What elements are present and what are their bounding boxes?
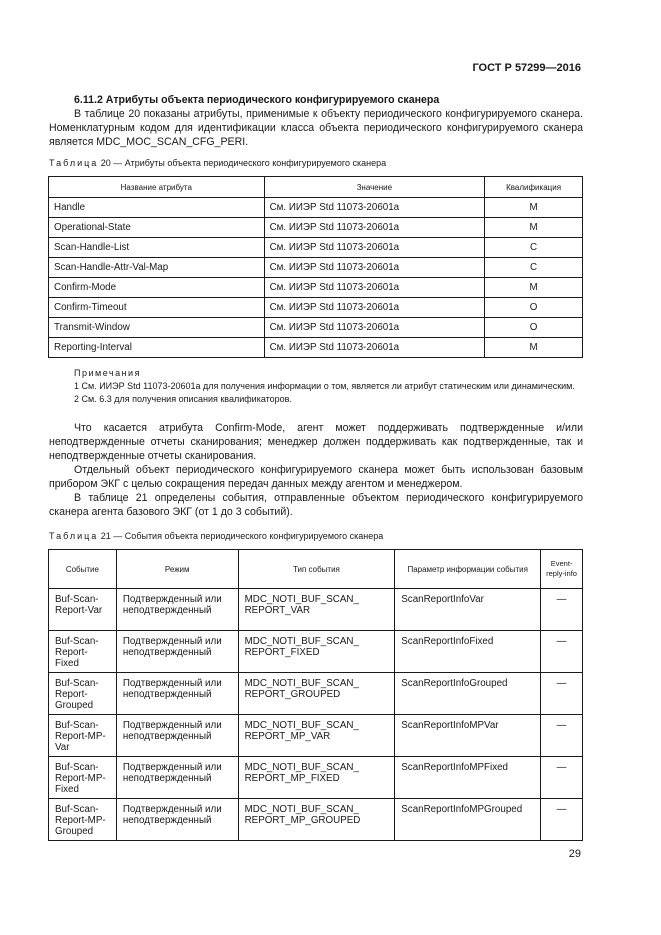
event-reply-info: — — [541, 673, 583, 715]
attribute-qualification: M — [485, 278, 583, 298]
event-type: MDC_NOTI_BUF_SCAN_ REPORT_GROUPED — [238, 673, 395, 715]
attribute-qualification: M — [485, 198, 583, 218]
attribute-qualification: C — [485, 238, 583, 258]
column-header: Квалификация — [485, 177, 583, 198]
event-name: Buf-Scan-Report-MP-Fixed — [49, 757, 117, 799]
section-intro: В таблице 20 показаны атрибуты, применимые к объекту периодического конфигурируемого сканера. Номенклатурным кодом для идентификации класса объекта периодического конфигурируемого сканера является MDC_MOC_SCAN_CFG_PERI. — [49, 108, 583, 148]
event-name: Buf-Scan-Report-Var — [49, 589, 117, 631]
event-type: MDC_NOTI_BUF_SCAN_ REPORT_MP_GROUPED — [238, 799, 395, 841]
event-name: Buf-Scan-Report-MP-Var — [49, 715, 117, 757]
attribute-name: Confirm-Timeout — [49, 298, 265, 318]
event-mode: Подтвержденный или неподтвержденный — [116, 589, 238, 631]
event-info-param: ScanReportInfoFixed — [395, 631, 541, 673]
event-type: MDC_NOTI_BUF_SCAN_ REPORT_FIXED — [238, 631, 395, 673]
attribute-qualification: O — [485, 318, 583, 338]
event-mode: Подтвержденный или неподтвержденный — [116, 715, 238, 757]
attribute-name: Handle — [49, 198, 265, 218]
attribute-name: Scan-Handle-Attr-Val-Map — [49, 258, 265, 278]
event-info-param: ScanReportInfoVar — [395, 589, 541, 631]
table-row — [49, 673, 583, 715]
attribute-qualification: M — [485, 338, 583, 358]
column-header: Событие — [49, 550, 117, 589]
event-mode: Подтвержденный или неподтвержденный — [116, 757, 238, 799]
table-row — [49, 298, 583, 318]
event-mode: Подтвержденный или неподтвержденный — [116, 673, 238, 715]
event-info-param: ScanReportInfoMPGrouped — [395, 799, 541, 841]
attribute-qualification: O — [485, 298, 583, 318]
event-info-param: ScanReportInfoMPFixed — [395, 757, 541, 799]
notes-title: Примечания — [74, 368, 141, 378]
event-name: Buf-Scan-Report-Grouped — [49, 673, 117, 715]
notes-block — [49, 367, 583, 406]
page-number: 29 — [568, 848, 581, 860]
event-reply-info: — — [541, 715, 583, 757]
table-row — [49, 318, 583, 338]
table21-caption — [49, 531, 383, 541]
table-row — [49, 218, 583, 238]
table-row — [49, 258, 583, 278]
table21-caption-text: 21 — События объекта периодического конфигурируемого сканера — [98, 531, 384, 541]
events-table — [48, 549, 583, 841]
attribute-value: См. ИИЭР Std 11073-20601a — [264, 258, 485, 278]
section-block — [49, 93, 583, 149]
column-header: Event-reply-info — [541, 550, 583, 589]
event-reply-info: — — [541, 799, 583, 841]
attributes-table — [48, 176, 583, 358]
table-row — [49, 278, 583, 298]
table-header-row — [49, 177, 583, 198]
table-row — [49, 198, 583, 218]
attribute-value: См. ИИЭР Std 11073-20601a — [264, 238, 485, 258]
column-header: Режим — [116, 550, 238, 589]
document-header: ГОСТ Р 57299—2016 — [472, 62, 581, 74]
event-mode: Подтвержденный или неподтвержденный — [116, 799, 238, 841]
attribute-value: См. ИИЭР Std 11073-20601a — [264, 338, 485, 358]
paragraph: Отдельный объект периодического конфигурируемого сканера может быть использован базовым прибором ЭКГ с целью сокращения передач данных между агентом и менеджером. — [49, 464, 583, 490]
table-row — [49, 631, 583, 673]
table-row — [49, 757, 583, 799]
attribute-qualification: M — [485, 218, 583, 238]
paragraph: В таблице 21 определены события, отправленные объектом периодического конфигурируемого сканера агента базового ЭКГ (от 1 до 3 событий). — [49, 492, 583, 518]
table20-caption — [49, 158, 386, 168]
event-type: MDC_NOTI_BUF_SCAN_ REPORT_MP_VAR — [238, 715, 395, 757]
note-item: 2 См. 6.3 для получения описания квалификаторов. — [74, 394, 292, 404]
event-name: Buf-Scan-Report-Fixed — [49, 631, 117, 673]
attribute-value: См. ИИЭР Std 11073-20601a — [264, 198, 485, 218]
note-item: 1 См. ИИЭР Std 11073-20601a для получения информации о том, является ли атрибут статическим или динамическим. — [74, 381, 575, 391]
column-header: Параметр информации события — [395, 550, 541, 589]
attribute-name: Reporting-Interval — [49, 338, 265, 358]
event-name: Buf-Scan-Report-MP-Grouped — [49, 799, 117, 841]
table-row — [49, 799, 583, 841]
column-header: Значение — [264, 177, 485, 198]
table-row — [49, 589, 583, 631]
table21-caption-prefix: Таблица — [49, 531, 99, 541]
attribute-value: См. ИИЭР Std 11073-20601a — [264, 218, 485, 238]
section-title: 6.11.2 Атрибуты объекта периодического конфигурируемого сканера — [74, 94, 440, 106]
attribute-name: Scan-Handle-List — [49, 238, 265, 258]
event-info-param: ScanReportInfoGrouped — [395, 673, 541, 715]
attribute-name: Confirm-Mode — [49, 278, 265, 298]
attribute-value: См. ИИЭР Std 11073-20601a — [264, 318, 485, 338]
table-row — [49, 238, 583, 258]
table20-caption-prefix: Таблица — [49, 158, 99, 168]
column-header: Тип события — [238, 550, 395, 589]
table-header-row — [49, 550, 583, 589]
attribute-name: Transmit-Window — [49, 318, 265, 338]
attribute-value: См. ИИЭР Std 11073-20601a — [264, 298, 485, 318]
column-header: Название атрибута — [49, 177, 265, 198]
body-text — [49, 421, 583, 519]
attribute-name: Operational-State — [49, 218, 265, 238]
event-type: MDC_NOTI_BUF_SCAN_ REPORT_MP_FIXED — [238, 757, 395, 799]
event-type: MDC_NOTI_BUF_SCAN_ REPORT_VAR — [238, 589, 395, 631]
event-reply-info: — — [541, 757, 583, 799]
table-row — [49, 338, 583, 358]
event-info-param: ScanReportInfoMPVar — [395, 715, 541, 757]
event-reply-info: — — [541, 589, 583, 631]
paragraph: Что касается атрибута Confirm-Mode, агент может поддерживать подтвержденные и/или неподтвержденные отчеты сканирования; менеджер должен поддерживать как подтвержденные, так и неподтвержденные отчеты сканирования. — [49, 422, 583, 462]
event-mode: Подтвержденный или неподтвержденный — [116, 631, 238, 673]
event-reply-info: — — [541, 631, 583, 673]
table-row — [49, 715, 583, 757]
attribute-value: См. ИИЭР Std 11073-20601a — [264, 278, 485, 298]
attribute-qualification: C — [485, 258, 583, 278]
table20-caption-text: 20 — Атрибуты объекта периодического конфигурируемого сканера — [98, 158, 387, 168]
